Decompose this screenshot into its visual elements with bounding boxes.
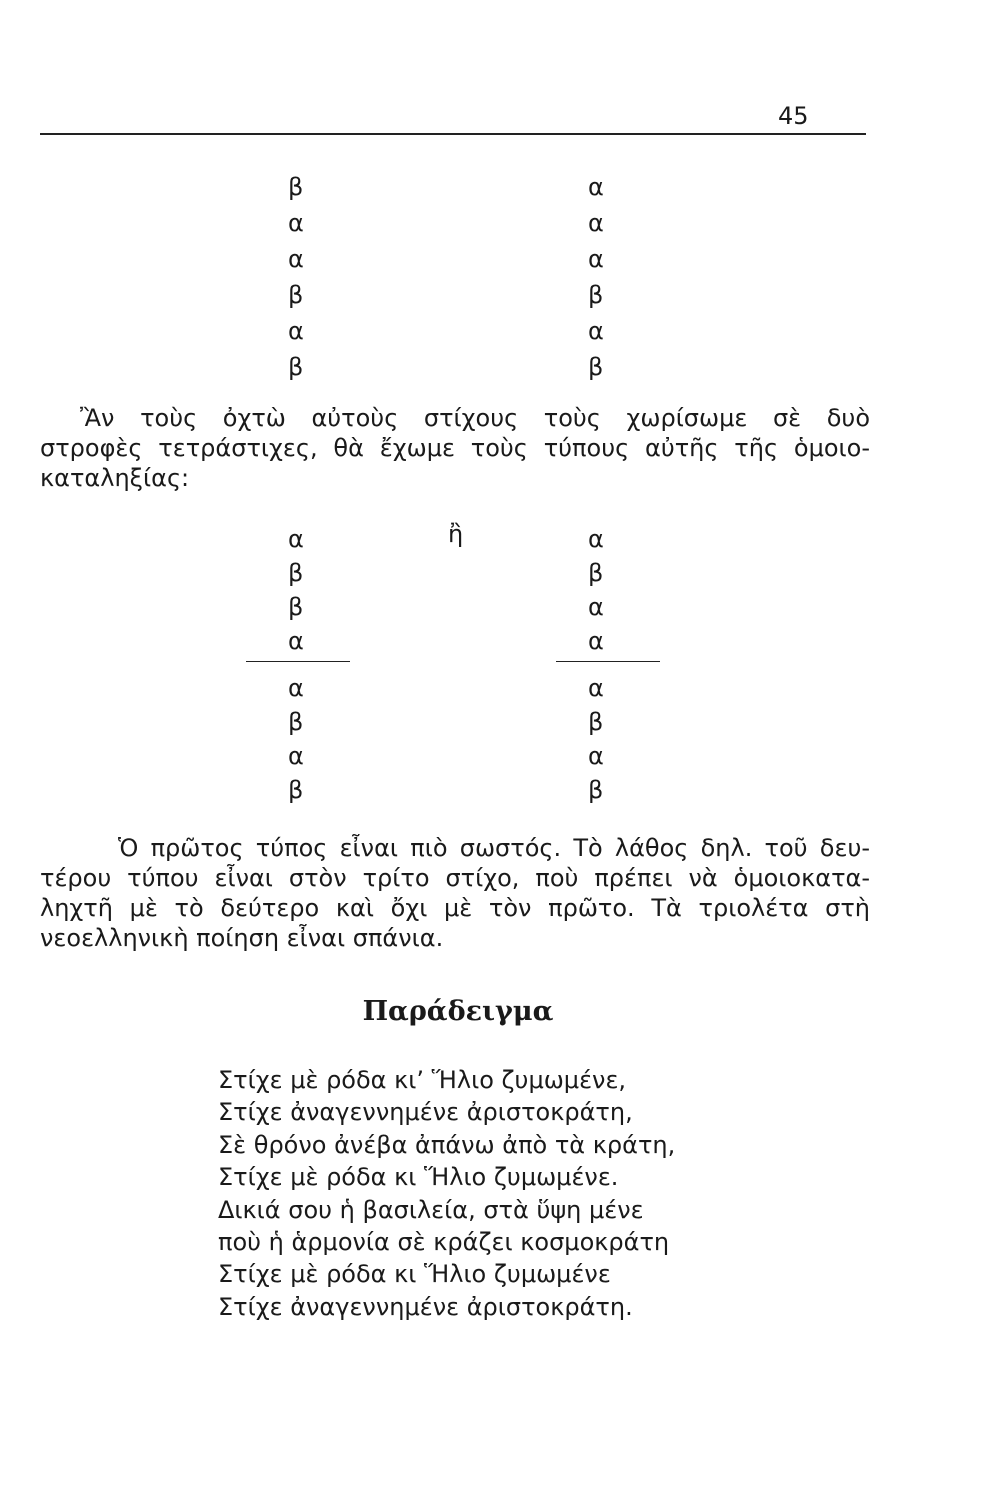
header-rule [40,133,866,135]
text-line: στροφὲς τετράστιχες, θὰ ἔχωμε τοὺς τύπους αὐτῆς τῆς ὁμοιο- [40,434,870,462]
scheme-letter: β [588,559,604,587]
scheme-letter: α [288,317,304,345]
text-line: νεοελληνικὴ ποίηση εἶναι σπάνια. [40,924,444,952]
page-number: 45 [778,102,809,130]
or-word: ἢ [448,520,464,548]
text-line: ληχτῆ μὲ τὸ δεύτερο καὶ ὄχι μὲ τὸν πρῶτο. Τὰ τριολέτα στὴ [40,894,870,922]
poem-verse: Δικιά σου ἡ βασιλεία, στὰ ὕψη μένε [218,1195,644,1224]
scheme-letter: α [588,173,604,201]
scheme-letter: β [588,776,604,804]
scheme-letter: α [288,627,304,655]
scheme-letter: β [588,353,604,381]
scheme-letter: α [588,317,604,345]
scheme-letter: α [588,742,604,770]
scheme-letter: α [288,742,304,770]
poem-verse: ποὺ ἡ ἁρμονία σὲ κράζει κοσμοκράτη [218,1228,670,1257]
stanza-divider [246,661,350,662]
scheme-letter: α [588,674,604,702]
poem-verse: Στίχε ἀναγεννημένε ἀριστοκράτη. [218,1292,633,1321]
section-heading: Παράδειγμα [362,996,554,1027]
poem-verse: Στίχε μὲ ρόδα κι Ἥλιο ζυμωμένε. [218,1163,619,1192]
scheme-letter: α [588,209,604,237]
scheme-letter: α [288,245,304,273]
scheme-letter: α [588,245,604,273]
scheme-letter: α [288,525,304,553]
poem-verse: Στίχε μὲ ρόδα κι’ Ἥλιο ζυμωμένε, [218,1066,627,1094]
poem-verse: Στίχε ἀναγεννημένε ἀριστοκράτη, [218,1098,633,1127]
stanza-divider [556,661,660,662]
scheme-letter: α [588,525,604,553]
text-line: καταληξίας: [40,464,190,492]
poem-verse: Στίχε μὲ ρόδα κι Ἥλιο ζυμωμένε [218,1260,611,1289]
scheme-letter: β [288,708,304,736]
paragraph-commentary [40,833,870,953]
scheme-letter: β [288,281,304,309]
scheme-letter: α [588,593,604,621]
scheme-letter: α [288,209,304,237]
scheme-letter: β [288,559,304,587]
scheme-letter: α [588,627,604,655]
scheme-letter: β [288,173,304,201]
text-line: Ἂν τοὺς ὀχτὼ αὐτοὺς στίχους τοὺς χωρίσωμε σὲ δυὸ [80,404,870,432]
poem [218,1064,675,1323]
scheme-letter: β [588,708,604,736]
scheme-letter: β [288,593,304,621]
text-line: τέρου τύπου εἶναι στὸν τρίτο στίχο, ποὺ πρέπει νὰ ὁμοιοκατα- [40,864,870,892]
scheme-letter: β [288,353,304,381]
scheme-letter: β [288,776,304,804]
poem-verse: Σὲ θρόνο ἀνέβα ἀπάνω ἀπὸ τὰ κράτη, [218,1130,676,1159]
scheme-letter: α [288,674,304,702]
paragraph-intro [40,403,870,493]
text-line: Ὁ πρῶτος τύπος εἶναι πιὸ σωστός. Τὸ λάθος δηλ. τοῦ δευ- [118,834,870,862]
scheme-letter: β [588,281,604,309]
